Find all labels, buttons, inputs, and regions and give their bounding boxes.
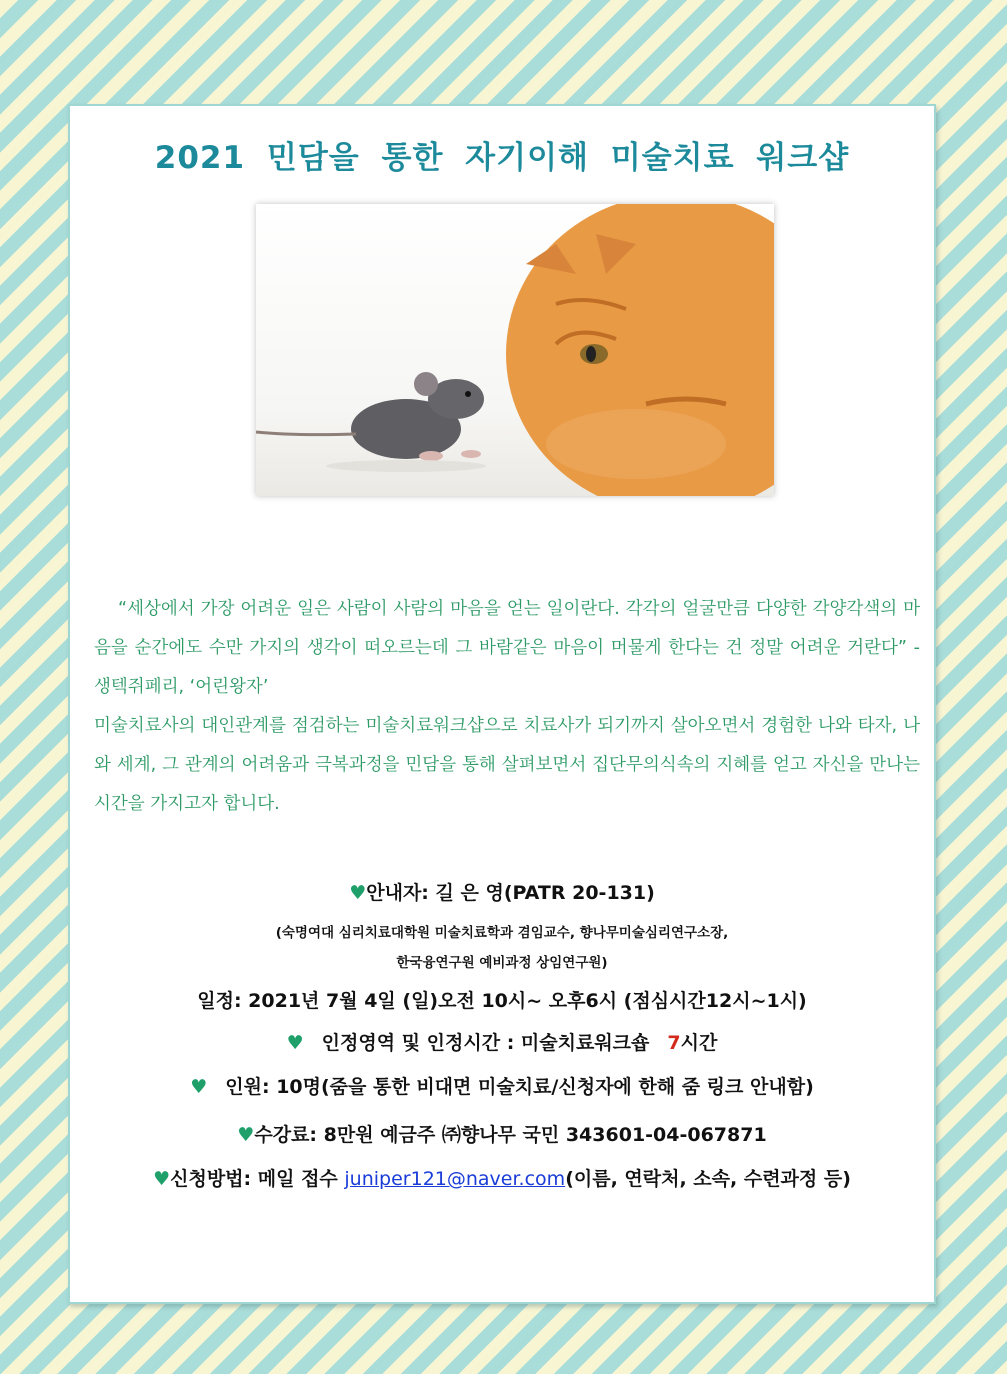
certification-line bbox=[70, 1028, 934, 1055]
mouse-cat-photo bbox=[256, 204, 774, 496]
fee-label: 수강료: 8만원 예금주 ㈜향나무 국민 343601-04-067871 bbox=[254, 1124, 767, 1146]
heart-icon: ♥ bbox=[349, 882, 367, 904]
affiliation-line: 한국융연구원 예비과정 상임연구원) bbox=[396, 955, 608, 971]
people-label: 인원: 10명(줌을 통한 비대면 미술치료/신청자에 한해 줌 링크 안내함) bbox=[225, 1076, 814, 1098]
intro-quote: “세상에서 가장 어려운 일은 사람이 사람의 마음을 얻는 일이란다. 각각의 얼굴만큼 다양한 각양각색의 마음을 순간에도 수만 가지의 생각이 떠오르는데 그 바람같은 마음이 머물게 한다는 건 정말 어려운 거란다” - 생텍쥐페리, ‘어린왕자’ bbox=[94, 599, 920, 697]
cat-paw bbox=[546, 409, 726, 479]
heart-icon: ♥ bbox=[190, 1076, 208, 1098]
email-link[interactable]: juniper121@naver.com bbox=[344, 1168, 566, 1190]
guide-line bbox=[70, 878, 934, 905]
schedule-line: 일정: 2021년 7월 4일 (일)오전 10시~ 오후6시 (점심시간12시~1시) bbox=[197, 990, 807, 1012]
guide-label: 안내자: 길 은 영(PATR 20-131) bbox=[366, 882, 655, 904]
apply-suffix: (이름, 연락처, 소속, 수련과정 등) bbox=[565, 1168, 851, 1190]
mouse-tail bbox=[256, 432, 356, 435]
apply-label: 신청방법: 메일 접수 bbox=[170, 1168, 345, 1190]
cat-pupil bbox=[586, 346, 596, 362]
certification-label: 인정영역 및 인정시간 : 미술치료워크숍 bbox=[321, 1032, 650, 1054]
flyer-card bbox=[68, 104, 936, 1304]
mouse-eye bbox=[465, 391, 471, 397]
page-title: 2021 민담을 통한 자기이해 미술치료 워크샵 bbox=[154, 140, 850, 176]
mouse-foot bbox=[419, 451, 443, 461]
heart-icon: ♥ bbox=[237, 1124, 255, 1146]
heart-icon: ♥ bbox=[286, 1032, 304, 1054]
mouse-foot bbox=[461, 450, 481, 458]
intro-text bbox=[94, 590, 920, 824]
mouse-shadow bbox=[326, 460, 486, 472]
guide-affiliation bbox=[70, 918, 934, 978]
certification-hours: 7 bbox=[667, 1032, 681, 1054]
mouse-cat-illustration bbox=[256, 204, 774, 496]
heart-icon: ♥ bbox=[153, 1168, 171, 1190]
certification-unit: 시간 bbox=[680, 1032, 718, 1054]
fee-line bbox=[70, 1120, 934, 1147]
affiliation-line: (숙명여대 심리치료대학원 미술치료학과 겸임교수, 향나무미술심리연구소장, bbox=[275, 925, 729, 941]
apply-line bbox=[70, 1164, 934, 1191]
mouse-ear bbox=[414, 372, 438, 396]
people-line bbox=[70, 1072, 934, 1099]
intro-description: 미술치료사의 대인관계를 점검하는 미술치료워크샵으로 치료사가 되기까지 살아오면서 경험한 나와 타자, 나와 세계, 그 관계의 어려움과 극복과정을 민담을 통해 살펴보면서 집단무의식속의 지혜를 얻고 자신을 만나는 시간을 가지고자 합니다. bbox=[94, 716, 920, 814]
